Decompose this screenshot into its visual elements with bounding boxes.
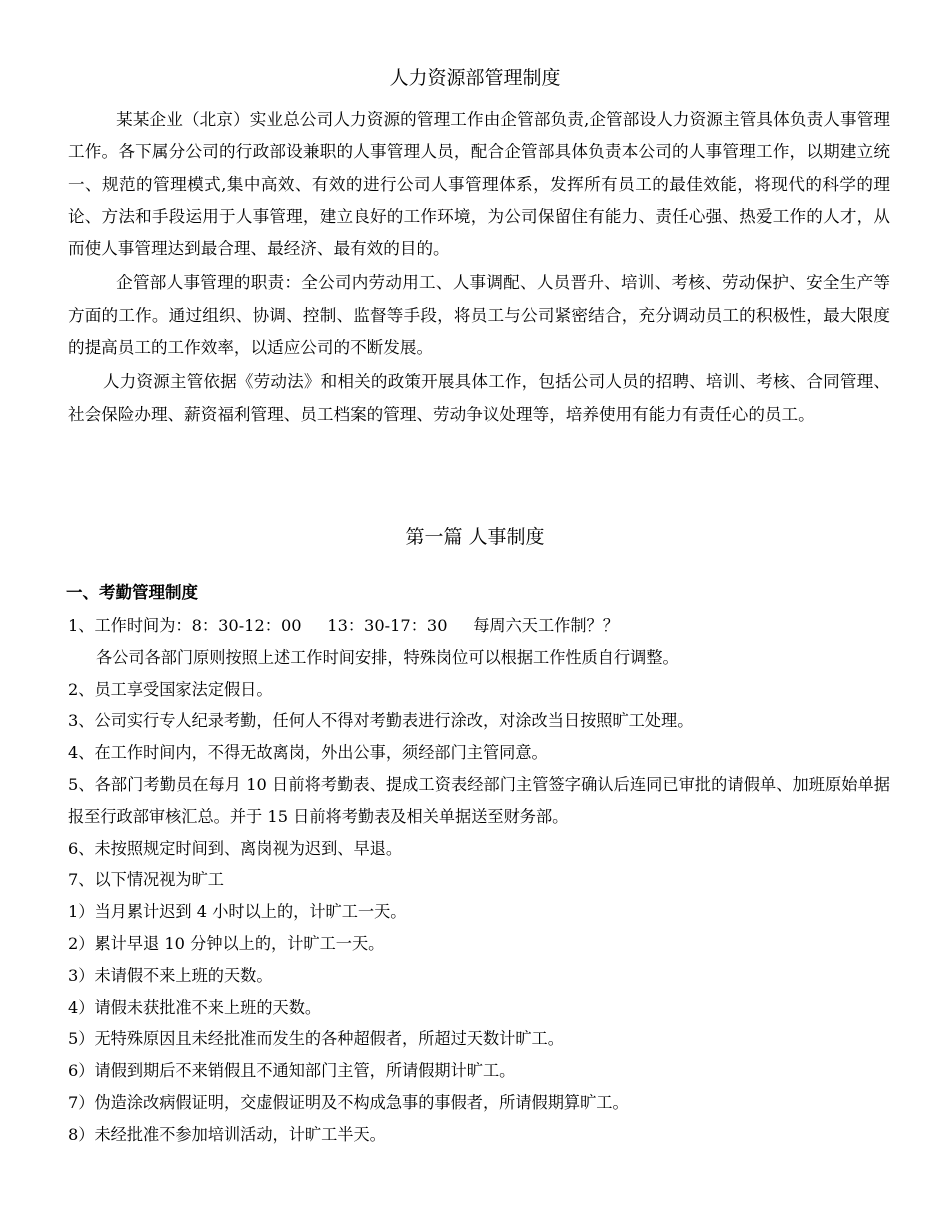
rule-line: 2）累计早退 10 分钟以上的，计旷工一天。 [68,933,385,953]
rule-line: 8）未经批准不参加培训活动，计旷工半天。 [68,1124,386,1144]
rule-line: 7）伪造涂改病假证明，交虚假证明及不构成急事的事假者，所请假期算旷工。 [68,1092,629,1112]
intro-paragraph-2: 企管部人事管理的职责：全公司内劳动用工、人事调配、人员晋升、培训、考核、劳动保护、安全生产等方面的工作。通过组织、协调、控制、监督等手段，将员工与公司紧密结合，充分调动员工的积极性，最大限度的提高员工的工作效率，以适应公司的不断发展。 [68,273,890,358]
rule-line: 各公司各部门原则按照上述工作时间安排，特殊岗位可以根据工作性质自行调整。 [96,647,679,667]
intro-section [68,104,890,433]
rule-line: 1、工作时间为：8：30-12：00 13：30-17：30 每周六天工作制？？ [68,616,619,635]
intro-paragraph-3: 人力资源主管依据《劳动法》和相关的政策开展具体工作，包括公司人员的招聘、培训、考核、合同管理、社会保险办理、薪资福利管理、员工档案的管理、劳动争议处理等，培养使用有能力有责任心的员工。 [68,372,890,424]
rule-line: 5）无特殊原因且未经批准而发生的各种超假者，所超过天数计旷工。 [68,1029,564,1049]
document-title: 人力资源部管理制度 [389,67,561,89]
rule-line: 5、各部门考勤员在每月 10 日前将考勤表、提成工资表经部门主管签字确认后连同已审批的请假单、加班原始单据报至行政部审核汇总。并于 15 日前将考勤表及相关单据送至财务部。 [68,774,890,826]
rule-line: 6、未按照规定时间到、离岗视为迟到、早退。 [68,838,403,858]
rule-line: 6）请假到期后不来销假且不通知部门主管，所请假期计旷工。 [68,1061,516,1081]
section-heading: 一、考勤管理制度 [66,583,198,602]
rule-line: 1）当月累计迟到 4 小时以上的，计旷工一天。 [68,902,407,922]
rule-line: 3）未请假不来上班的天数。 [68,965,273,985]
rule-line: 2、员工享受国家法定假日。 [68,679,273,699]
part-title: 第一篇 人事制度 [405,526,545,548]
rule-line: 4、在工作时间内，不得无故离岗，外出公事，须经部门主管同意。 [68,743,548,763]
intro-paragraph-1: 某某企业（北京）实业总公司人力资源的管理工作由企管部负责,企管部设人力资源主管具体负责人事管理工作。各下属分公司的行政部设兼职的人事管理人员，配合企管部具体负责本公司的人事管理工作，以期建立统一、规范的管理模式,集中高效、有效的进行公司人事管理体系，发挥所有员工的最佳效能，将现代的科学的理论、方法和手段运用于人事管理，建立良好的工作环境，为公司保留住有能力、责任心强、热爱工作的人才，从而使人事管理达到最合理、最经济、最有效的目的。 [68,110,890,259]
rule-line: 4）请假未获批准不来上班的天数。 [68,997,322,1017]
attendance-rules [68,610,890,1151]
rule-line: 7、以下情况视为旷工 [68,870,224,890]
rule-line: 3、公司实行专人纪录考勤，任何人不得对考勤表进行涂改，对涂改当日按照旷工处理。 [68,711,694,731]
